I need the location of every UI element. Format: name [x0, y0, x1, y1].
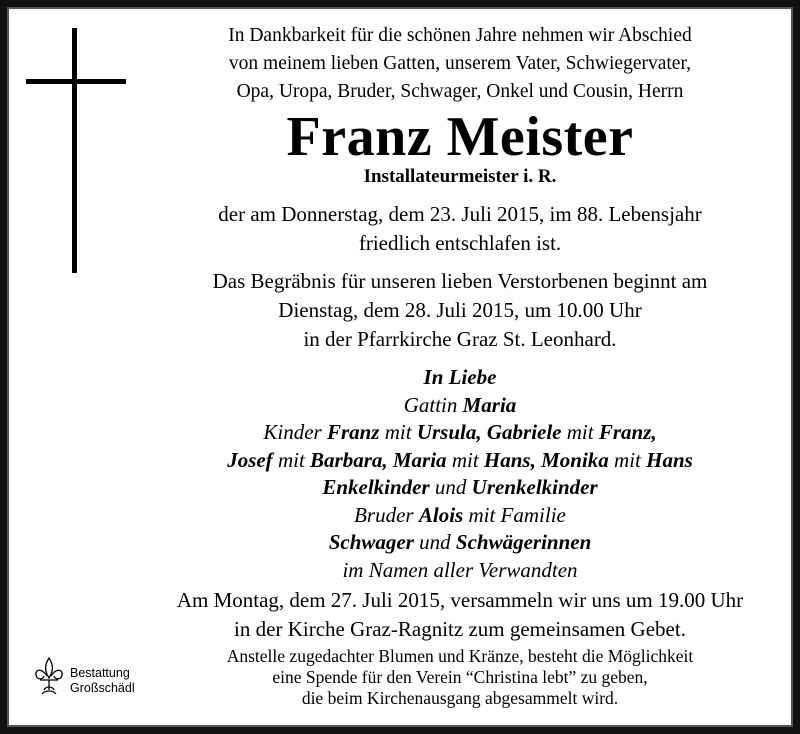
death-notice — [130, 200, 790, 258]
kinder-name: Josef — [227, 447, 273, 472]
death-line: friedlich entschlafen ist. — [358, 231, 562, 255]
schwaegerinnen-label: Schwägerinnen — [455, 530, 592, 554]
urenkel-label: Urenkelkinder — [471, 475, 598, 499]
obituary-content — [130, 22, 790, 584]
schwager-connector: und — [413, 530, 456, 554]
enkel-label: Enkelkinder — [322, 475, 430, 499]
kinder-name: Ursula, Gabriele — [416, 420, 562, 444]
gathering-line: Am Montag, dem 27. Juli 2015, versammeln wir uns um 19.00 Uhr — [176, 588, 744, 612]
gathering-line: in der Kirche Graz-Ragnitz zum gemeinsamen Gebet. — [234, 617, 686, 641]
bruder-line — [130, 502, 790, 530]
kinder-connector: mit — [561, 420, 599, 444]
kinder-name: Franz, — [598, 420, 657, 444]
deceased-name: Franz Meister — [286, 106, 634, 168]
cross-horizontal-bar — [26, 79, 126, 84]
kinder-label: Kinder — [263, 420, 327, 444]
intro-line: Opa, Uropa, Bruder, Schwager, Onkel und Cousin, Herrn — [236, 81, 684, 102]
funeral-home-logo — [32, 654, 142, 704]
bruder-label: Bruder — [354, 502, 419, 527]
kinder-name: Barbara, Maria — [310, 447, 447, 472]
intro-line: von meinem lieben Gatten, unserem Vater, Schwiegervater, — [228, 53, 692, 74]
gattin-label: Gattin — [403, 392, 463, 417]
funeral-line: Dienstag, dem 28. Juli 2015, um 10.00 Uhr — [278, 298, 642, 322]
note-line: eine Spende für den Verein “Christina lebt” zu geben, — [272, 667, 648, 687]
kinder-connector: mit — [446, 447, 484, 472]
deceased-profession: Installateurmeister i. R. — [363, 166, 557, 187]
kinder-connector: mit — [608, 447, 647, 472]
death-line: der am Donnerstag, dem 23. Juli 2015, im 88. Lebensjahr — [218, 202, 702, 226]
kinder-name: Franz — [326, 420, 380, 444]
funeral-line: in der Pfarrkirche Graz St. Leonhard. — [303, 327, 617, 351]
enkel-line — [130, 474, 790, 502]
bruder-suffix: mit Familie — [463, 502, 566, 527]
enkel-connector: und — [429, 475, 472, 499]
cross-vertical-bar — [72, 28, 77, 273]
gattin-line — [130, 392, 790, 420]
logo-line-1: Bestattung — [70, 666, 130, 680]
intro-line: In Dankbarkeit für die schönen Jahre nehmen wir Abschied — [228, 25, 692, 46]
verwandte-line: im Namen aller Verwandten — [342, 557, 578, 582]
kinder-name: Hans — [646, 447, 693, 472]
funeral-line: Das Begräbnis für unseren lieben Verstorbenen beginnt am — [212, 269, 708, 293]
note-line: die beim Kirchenausgang abgesammelt wird. — [301, 688, 619, 708]
kinder-line-2 — [130, 447, 790, 475]
fleur-de-lis-icon — [32, 654, 66, 700]
gathering-info — [130, 586, 790, 644]
kinder-connector: mit — [379, 420, 417, 444]
logo-line-2: Großschädl — [70, 681, 135, 695]
gattin-name: Maria — [462, 392, 517, 417]
note-line: Anstelle zugedachter Blumen und Kränze, besteht die Möglichkeit — [226, 646, 694, 666]
family-list — [130, 364, 790, 584]
intro-text — [130, 22, 790, 106]
in-liebe-line — [130, 364, 790, 392]
kinder-connector: mit — [272, 447, 311, 472]
donation-note — [150, 646, 770, 709]
schwager-label: Schwager — [328, 530, 414, 554]
in-liebe: In Liebe — [423, 365, 497, 389]
kinder-line — [130, 419, 790, 447]
bruder-name: Alois — [418, 502, 464, 527]
kinder-name: Hans, Monika — [483, 447, 609, 472]
cross-icon — [26, 28, 126, 278]
schwager-line — [130, 529, 790, 557]
funeral-info — [130, 267, 790, 354]
